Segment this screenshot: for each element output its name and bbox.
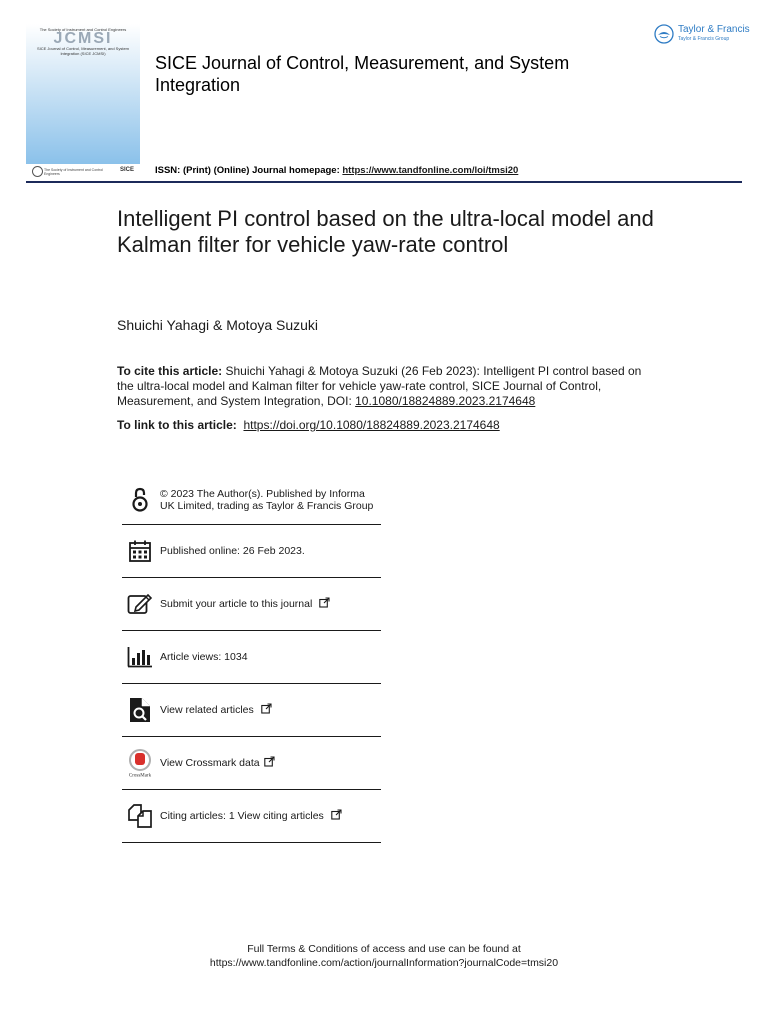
published-row — [122, 525, 381, 578]
article-link-line — [117, 418, 500, 432]
article-title: Intelligent PI control based on the ultra-local model and Kalman filter for vehicle yaw-rate control — [117, 206, 654, 257]
citation-block — [117, 364, 657, 409]
society-emblem-icon — [32, 166, 43, 177]
submit-row[interactable] — [122, 578, 381, 631]
issn-label: ISSN: (Print) (Online) Journal homepage: — [155, 165, 340, 176]
citing-row[interactable] — [122, 790, 381, 843]
related-row[interactable] — [122, 684, 381, 737]
bar-chart-icon — [126, 643, 154, 671]
document-search-icon — [126, 696, 154, 724]
terms-line: Full Terms & Conditions of access and use can be found at — [247, 943, 521, 955]
related-articles-link[interactable]: View related articles — [160, 704, 254, 717]
citing-documents-icon — [126, 802, 154, 830]
article-authors: Shuichi Yahagi & Motoya Suzuki — [117, 317, 319, 333]
cover-society-text: The Society of Instrument and Control Engineers — [39, 27, 127, 32]
crossmark-icon-label: CrossMark — [128, 773, 152, 778]
cover-subtitle: SICE Journal of Control, Measurement, and System Integration (SICE JCMSI) — [36, 46, 130, 56]
link-label: To link to this article: — [117, 418, 237, 432]
issn-line — [155, 165, 518, 176]
cover-footer-text: The Society of Instrument and Control Engineers — [44, 168, 103, 176]
citing-articles-link[interactable]: Citing articles: 1 View citing articles — [160, 810, 324, 823]
open-access-icon — [126, 486, 154, 514]
taylor-francis-logo-icon — [654, 24, 674, 44]
cite-label: To cite this article: — [117, 364, 223, 378]
license-row — [122, 476, 381, 525]
cover-footer — [26, 164, 140, 178]
article-views-text: Article views: 1034 — [160, 650, 248, 663]
submit-article-link[interactable]: Submit your article to this journal — [160, 598, 313, 611]
journal-homepage-link[interactable]: https://www.tandfonline.com/loi/tmsi20 — [342, 165, 519, 176]
header-divider — [26, 181, 742, 183]
external-link-icon — [331, 809, 342, 820]
publisher-name: Taylor & Francis — [678, 24, 750, 35]
article-info-list — [122, 476, 381, 843]
journal-cover — [26, 24, 140, 178]
external-link-icon — [319, 597, 330, 608]
calendar-icon — [126, 537, 154, 565]
license-text: © 2023 The Author(s). Published by Informa UK Limited, trading as Taylor & Francis Group — [160, 487, 374, 512]
publisher-logo[interactable] — [654, 22, 754, 48]
journal-title: SICE Journal of Control, Measurement, and System Integration — [155, 53, 570, 95]
external-link-icon — [261, 703, 272, 714]
crossmark-row[interactable] — [122, 737, 381, 790]
cover-footer-mark: SICE — [119, 167, 134, 173]
external-link-icon — [264, 756, 275, 767]
views-row — [122, 631, 381, 684]
terms-footer — [0, 942, 768, 970]
doi-link[interactable]: 10.1080/18824889.2023.2174648 — [355, 394, 536, 408]
crossmark-link[interactable]: View Crossmark data — [160, 757, 260, 770]
published-date-text: Published online: 26 Feb 2023. — [160, 544, 305, 557]
publisher-group: Taylor & Francis Group — [678, 36, 730, 42]
edit-icon — [126, 590, 154, 618]
cite-text: Shuichi Yahagi & Motoya Suzuki (26 Feb 2023): Intelligent PI control based on the ultra-local model and Kalman filter for vehicle yaw-rate control, SICE Journal of Control, Measurement, and System Integration, DOI: — [117, 364, 642, 408]
crossmark-icon — [126, 749, 154, 777]
terms-url[interactable]: https://www.tandfonline.com/action/journalInformation?journalCode=tmsi20 — [209, 957, 559, 969]
cover-logo: JCMSI — [53, 30, 113, 47]
article-doi-url[interactable]: https://doi.org/10.1080/18824889.2023.2174648 — [243, 418, 500, 432]
